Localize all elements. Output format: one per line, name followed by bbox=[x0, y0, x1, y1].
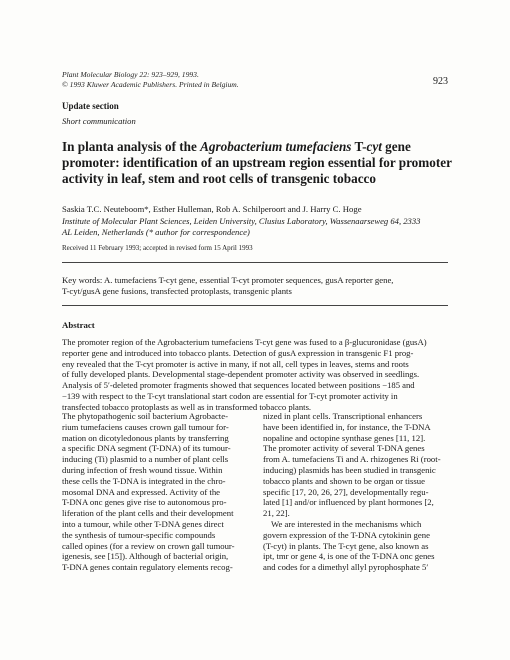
body-line: ipt, tmr or gene 4, is one of the T-DNA onc genes bbox=[263, 551, 435, 562]
divider-top bbox=[62, 262, 448, 263]
body-column-right bbox=[263, 411, 450, 573]
body-line: inducing (Ti) plasmid to a number of plant cells bbox=[62, 454, 229, 465]
body-line: rium tumefaciens causes crown gall tumour for- bbox=[62, 421, 229, 432]
body-line: during infection of fresh wound tissue. Within bbox=[62, 464, 223, 475]
abstract-line: −139 with respect to the T-cyt translational start codon are essential for T-cyt promoter activity in bbox=[62, 390, 398, 401]
copyright-line: © 1993 Kluwer Academic Publishers. Printed in Belgium. bbox=[62, 79, 239, 89]
body-line: inducing) plasmids has been studied in transgenic bbox=[263, 464, 436, 475]
body-line: the synthesis of tumour-specific compounds bbox=[62, 529, 216, 540]
abstract-line: The promoter region of the Agrobacterium tumefaciens T-cyt gene was fused to a β-glucuronidase (gusA) bbox=[62, 337, 427, 347]
journal-citation: Plant Molecular Biology 22: 923–929, 1993. bbox=[62, 70, 199, 79]
body-line: into a tumour, while other T-DNA genes direct bbox=[62, 518, 224, 529]
abstract-line: transfected tobacco protoplasts as well as in transformed tobacco plants. bbox=[62, 401, 312, 412]
journal-header bbox=[62, 70, 239, 89]
body-line: nopaline and octopine synthase genes [11, 12]. bbox=[263, 432, 426, 443]
body-column-left bbox=[62, 411, 249, 573]
body-line: tobacco plants and shown to be organ or tissue bbox=[263, 475, 425, 486]
paper-title: In planta analysis of the Agrobacterium tumefaciens T-cyt gene promoter: identification of an upstream region essential for promoter activity in leaf, stem and root cells of transgenic tobacco bbox=[62, 139, 452, 186]
received-dates: Received 11 February 1993; accepted in revised form 15 April 1993 bbox=[62, 244, 253, 252]
body-line: and codes for a dimethyl allyl pyrophosphate 5′ bbox=[263, 562, 429, 573]
body-line: T-DNA genes contain regulatory elements recog- bbox=[62, 562, 233, 573]
body-line: a specific DNA segment (T-DNA) of its tumour- bbox=[62, 443, 231, 454]
body-line: liferation of the plant cells and their development bbox=[62, 508, 234, 519]
body-line: T-DNA onc genes give rise to autonomous pro- bbox=[62, 497, 227, 508]
body-line: from A. tumefaciens Ti and A. rhizogenes Ri (root- bbox=[263, 454, 441, 465]
abstract-line: Analysis of 5′-deleted promoter fragments showed that sequences located between positions −185 and bbox=[62, 380, 415, 390]
keywords: Key words: A. tumefaciens T-cyt gene, essential T-cyt promoter sequences, gusA reporter gene, T-cyt/gusA gene fusions, transfected protoplasts, transgenic plants bbox=[62, 275, 394, 296]
body-line: We are interested in the mechanisms which bbox=[271, 518, 422, 529]
body-line: govern expression of the T-DNA cytokinin gene bbox=[263, 529, 430, 540]
abstract-line: of fully developed plants. Developmental stage-dependent promoter activity was observed in seedlings. bbox=[62, 369, 420, 380]
body-line: igenesis, see [15]). Although of bacterial origin, bbox=[62, 551, 229, 562]
body-line: have been identified in, for instance, the T-DNA bbox=[263, 421, 431, 432]
body-line: mosomal DNA and expressed. Activity of the bbox=[62, 486, 221, 497]
subsection-label: Short communication bbox=[62, 116, 136, 126]
abstract-text bbox=[62, 337, 450, 412]
abstract-line: reporter gene and introduced into tobacco plants. Detection of gusA expression in transgenic F1 prog- bbox=[62, 347, 414, 358]
affiliation: Institute of Molecular Plant Sciences, Leiden University, Clusius Laboratory, Wassenaarseweg 64, 2333 AL Leiden, Netherlands (* author for correspondence) bbox=[62, 216, 421, 237]
body-line: The promoter activity of several T-DNA genes bbox=[263, 443, 425, 454]
body-line: nized in plant cells. Transcriptional enhancers bbox=[263, 411, 423, 421]
body-line: lated [1] and/or influenced by plant hormones [2, bbox=[263, 497, 434, 508]
divider-bottom bbox=[62, 305, 448, 306]
abstract-line: eny revealed that the T-cyt promoter is active in many, if not all, cell types in leaves, stems and roots bbox=[62, 358, 409, 369]
body-line: these cells the T-DNA is integrated in the chro- bbox=[62, 475, 226, 486]
body-line: specific [17, 20, 26, 27], developmentally regu- bbox=[263, 486, 429, 497]
body-line: called opines (for a review on crown gall tumour- bbox=[62, 540, 235, 551]
page-number: 923 bbox=[433, 76, 448, 87]
author-list: Saskia T.C. Neuteboom*, Esther Hulleman, Rob A. Schilperoort and J. Harry C. Hoge bbox=[62, 204, 362, 214]
section-label: Update section bbox=[62, 101, 119, 111]
body-line: mation on dicotyledonous plants by transferring bbox=[62, 432, 229, 443]
body-line: The phytopathogenic soil bacterium Agrobacte- bbox=[62, 411, 228, 421]
body-line: 21, 22]. bbox=[263, 508, 290, 519]
body-line: (T-cyt) in plants. The T-cyt gene, also known as bbox=[263, 540, 429, 551]
abstract-heading: Abstract bbox=[62, 320, 95, 330]
